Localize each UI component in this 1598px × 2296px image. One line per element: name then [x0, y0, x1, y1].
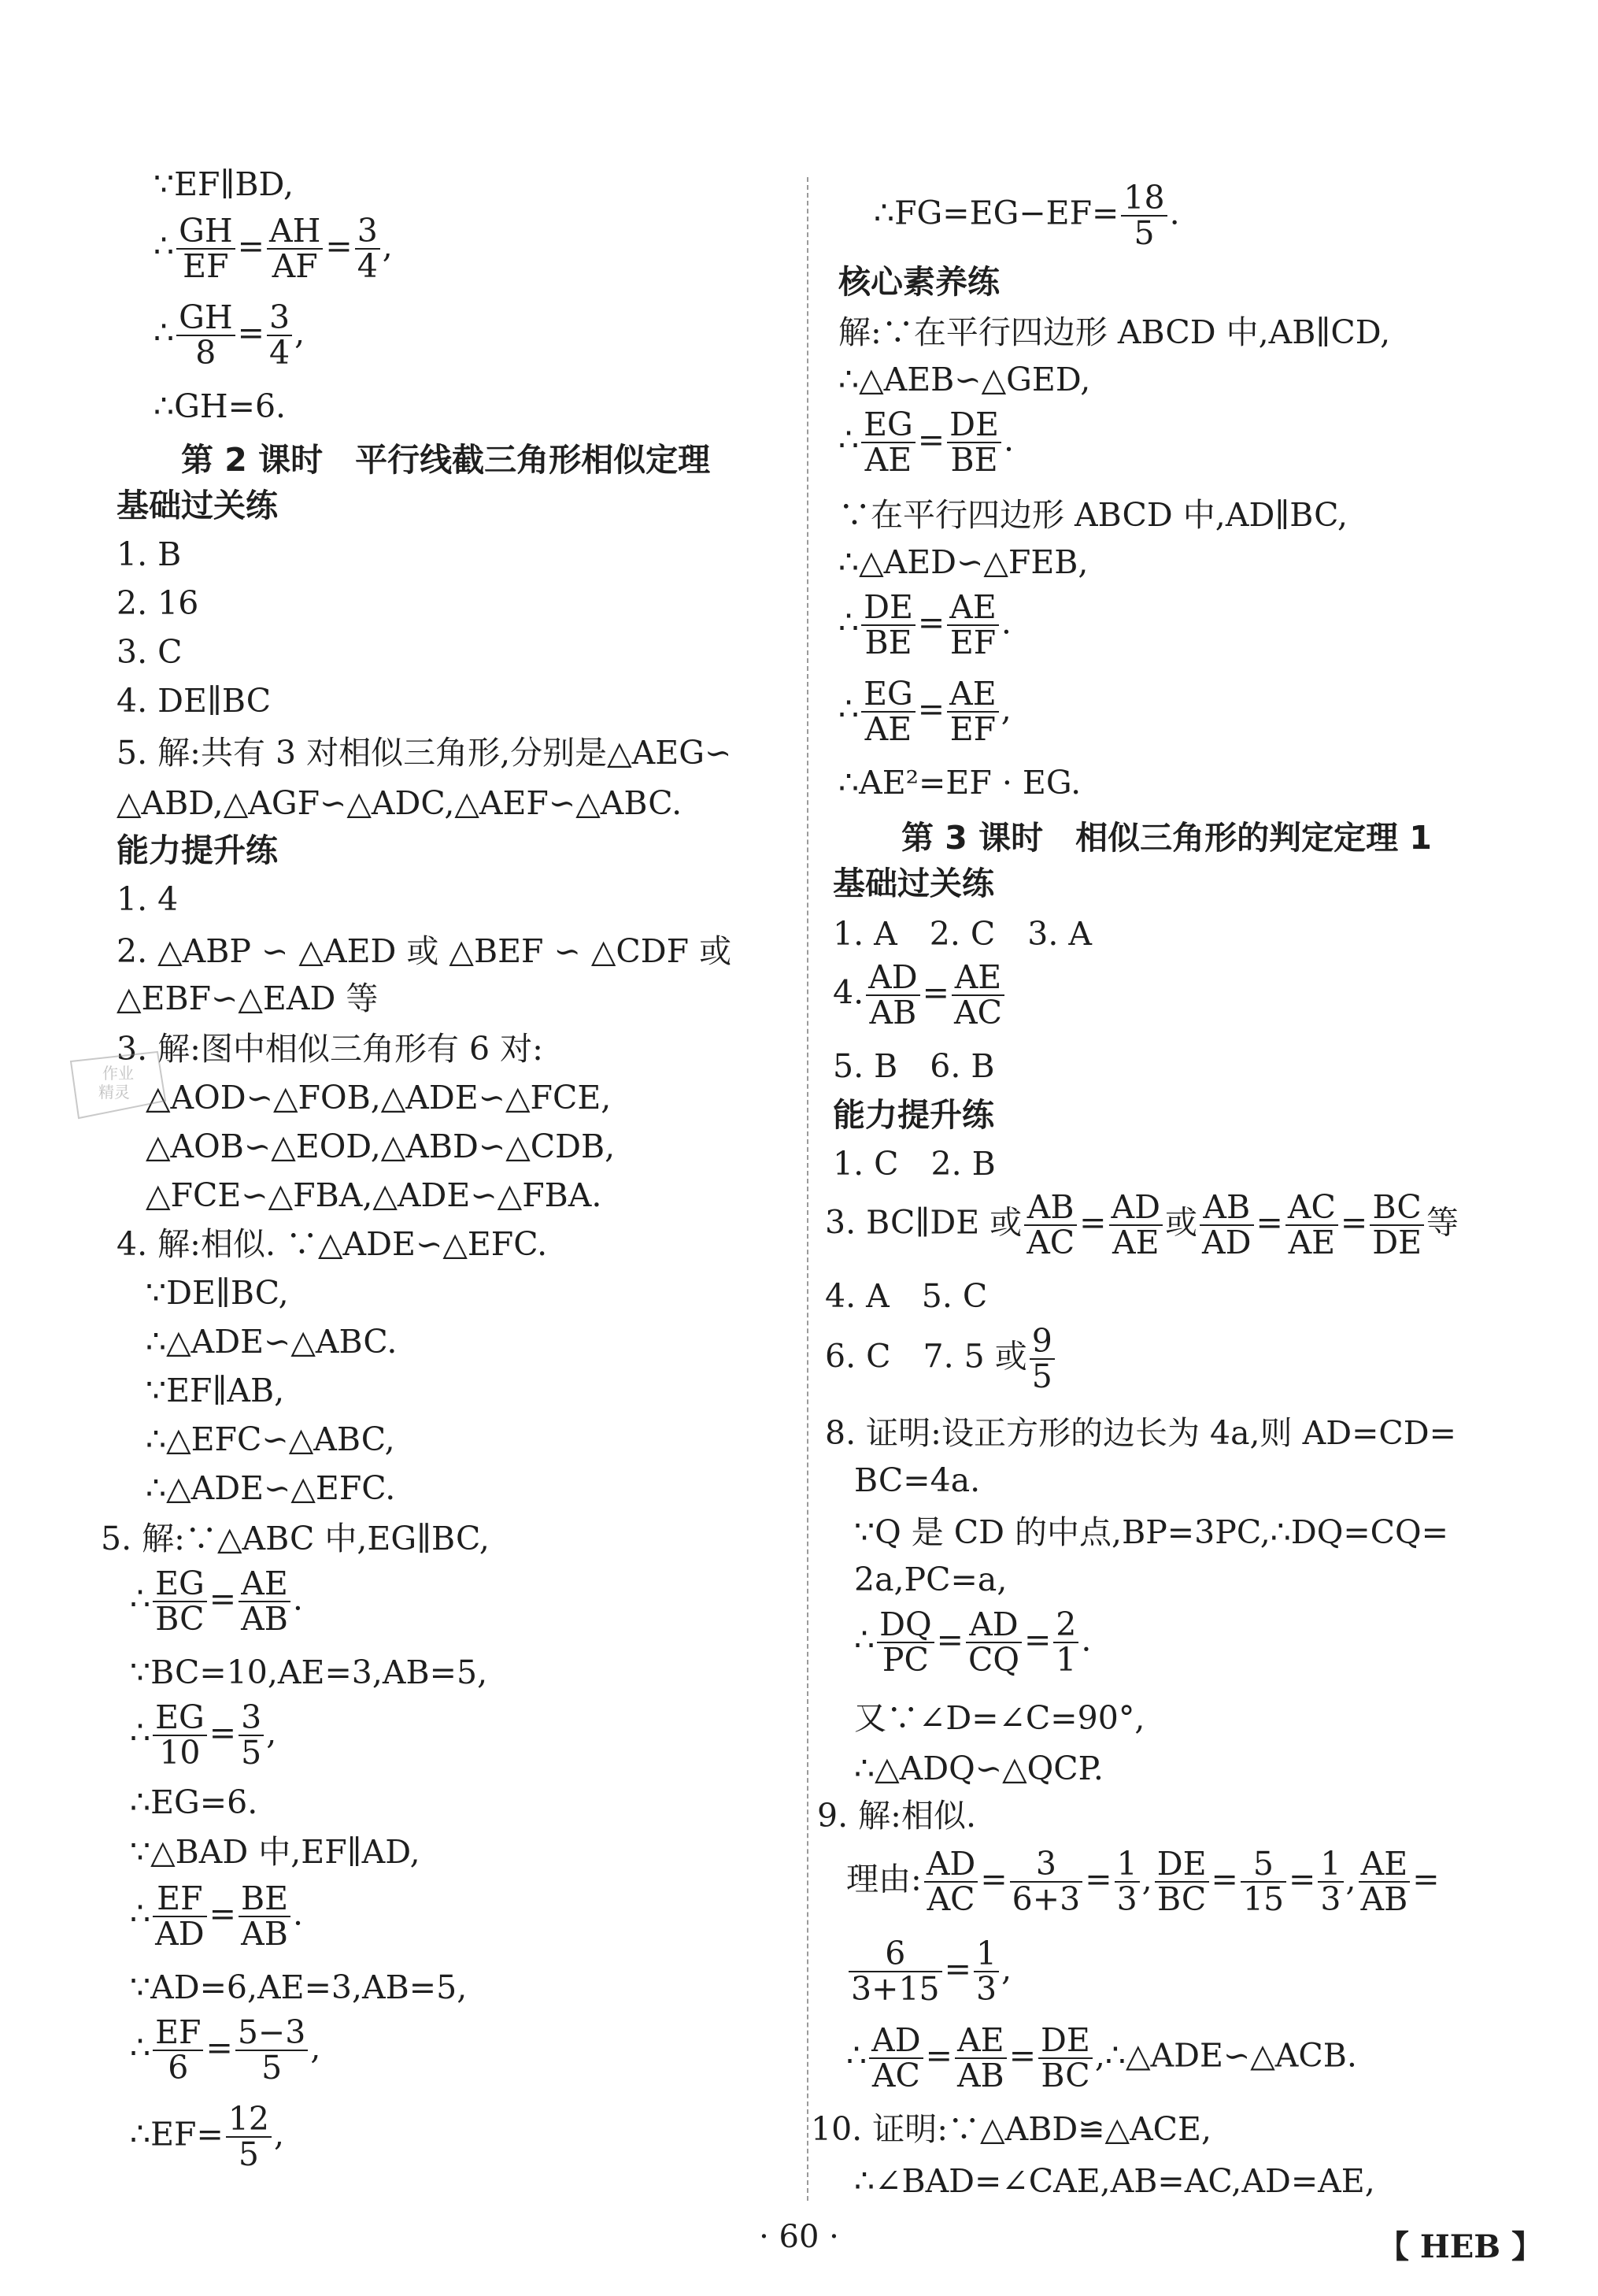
section-heading: 基础过关练	[117, 487, 278, 524]
formula-line: 理由: $\frac{AD}{AC}$ = $\frac{3}{6+3}$ = $\frac{1}{3}$ , $\frac{DE}{BC}$ = $\frac{5}{15}$ = $\frac{1}{3}$ , $\frac{AE}{AB}$ =	[846, 1845, 1440, 1919]
formula-line: ∴FG=EG−EF= $\frac{18}{5}$ .	[874, 179, 1180, 253]
section-heading: 第 3 课时 相似三角形的判定定理 1	[901, 819, 1432, 857]
formula-line: ∴ $\frac{EG}{AE}$ = $\frac{DE}{BE}$ .	[838, 406, 1014, 480]
fraction: $\frac{BE}{AB}$	[239, 1882, 290, 1951]
fraction: $\frac{DE}{BE}$	[861, 591, 916, 660]
page-number: · 60 ·	[759, 2219, 839, 2255]
section-heading: 能力提升练	[117, 831, 278, 869]
edition-code: 【 HEB 】	[1378, 2228, 1543, 2265]
answer-line: 1. 4	[117, 880, 179, 918]
formula-line: ∴ $\frac{EF}{6}$ = $\frac{5-3}{5}$ ,	[130, 2013, 321, 2087]
fraction: $\frac{3}{4}$	[355, 214, 380, 283]
answer-line: ∵AD=6,AE=3,AB=5,	[130, 1968, 468, 2006]
fraction: $\frac{AB}{AC}$	[1024, 1191, 1077, 1260]
formula-line: ∴ $\frac{EG}{AE}$ = $\frac{AE}{EF}$ ,	[838, 675, 1012, 749]
fraction: $\frac{EG}{10}$	[153, 1701, 207, 1770]
answer-line: 4. DE∥BC	[117, 682, 272, 720]
fraction: $\frac{DQ}{PC}$	[877, 1608, 934, 1677]
fraction: $\frac{AE}{AB}$	[955, 2024, 1007, 2093]
answer-line: 2a,PC=a,	[854, 1561, 1008, 1598]
line: ∴GH=6.	[154, 387, 287, 425]
formula-line: 4. $\frac{AD}{AB}$ = $\frac{AE}{AC}$	[833, 961, 1007, 1030]
answer-line: ∵BC=10,AE=3,AB=5,	[130, 1653, 488, 1691]
line: ∵EF∥BD,	[154, 165, 294, 203]
section-heading: 第 2 课时 平行线截三角形相似定理	[181, 441, 711, 479]
answer-line: ∴AE²=EF · EG.	[838, 764, 1082, 802]
formula-line: ∴ $\frac{AD}{AC}$ = $\frac{AE}{AB}$ = $\frac{DE}{BC}$ ,∴△ADE∽△ACB.	[846, 2021, 1357, 2095]
answer-line: ∴∠BAD=∠CAE,AB=AC,AD=AE,	[854, 2162, 1375, 2200]
fraction: $\frac{GH}{8}$	[176, 301, 235, 370]
answer-line: ∴△ADE∽△EFC.	[146, 1469, 396, 1507]
answer-line: 3. C	[117, 633, 183, 671]
answer-line: 又∵∠D=∠C=90°,	[854, 1699, 1145, 1737]
answer-line: 解:∵在平行四边形 ABCD 中,AB∥CD,	[838, 313, 1391, 351]
fraction: $\frac{1}{3}$	[1318, 1847, 1343, 1916]
answer-line: 8. 证明:设正方形的边长为 4a,则 AD=CD=	[825, 1414, 1457, 1452]
answer-line: 2. △ABP ∽ △AED 或 △BEF ∽ △CDF 或	[117, 932, 732, 970]
fraction: $\frac{AC}{AE}$	[1285, 1191, 1338, 1260]
answer-line: ∴△ADE∽△ABC.	[146, 1323, 398, 1361]
answer-line: 1. C 2. B	[833, 1145, 996, 1183]
section-heading: 基础过关练	[833, 865, 994, 902]
fraction: $\frac{18}{5}$	[1121, 181, 1167, 250]
fraction: $\frac{EF}{AD}$	[153, 1882, 206, 1951]
answer-line: 10. 证明:∵△ABD≌△ACE,	[811, 2110, 1212, 2148]
answer-line: ∴△AED∽△FEB,	[838, 543, 1089, 581]
fraction: $\frac{EF}{6}$	[153, 2016, 203, 2085]
formula-line: 6. C 7. 5 或 $\frac{9}{5}$	[825, 1324, 1057, 1394]
answer-line: ∴△AEB∽△GED,	[838, 361, 1091, 398]
fraction: $\frac{AE}{AC}$	[952, 961, 1004, 1030]
answer-line: △ABD,△AGF∽△ADC,△AEF∽△ABC.	[117, 784, 682, 822]
fraction: $\frac{5-3}{5}$	[235, 2016, 309, 2085]
formula-line: ∴ $\frac{DE}{BE}$ = $\frac{AE}{EF}$ .	[838, 588, 1012, 662]
answer-line: ∵EF∥AB,	[146, 1372, 285, 1409]
fraction: $\frac{3}{4}$	[267, 301, 292, 370]
fraction: $\frac{DE}{BC}$	[1038, 2024, 1093, 2093]
fraction: $\frac{2}{1}$	[1053, 1608, 1078, 1677]
fraction: $\frac{AD}{CQ}$	[966, 1608, 1022, 1677]
answer-line: 2. 16	[117, 584, 199, 622]
fraction: $\frac{1}{3}$	[974, 1937, 999, 2006]
answer-line: 4. A 5. C	[825, 1277, 988, 1315]
stamp-text: 作业	[102, 1064, 134, 1083]
answer-line: 5. B 6. B	[833, 1047, 995, 1085]
fraction: $\frac{AD}{AB}$	[866, 961, 919, 1030]
section-heading: 能力提升练	[833, 1096, 994, 1134]
answer-line: 4. 解:相似. ∵△ADE∽△EFC.	[117, 1225, 548, 1263]
stamp-text: 精灵	[98, 1083, 130, 1102]
answer-line: ∵Q 是 CD 的中点,BP=3PC,∴DQ=CQ=	[854, 1513, 1449, 1551]
answer-line: △EBF∽△EAD 等	[117, 980, 379, 1017]
answer-line: ∵DE∥BC,	[146, 1274, 289, 1312]
answer-line: △AOB∽△EOD,△ABD∽△CDB,	[146, 1128, 616, 1165]
answer-line: △AOD∽△FOB,△ADE∽△FCE,	[146, 1079, 612, 1117]
answer-line: ∵在平行四边形 ABCD 中,AD∥BC,	[838, 496, 1348, 534]
fraction: $\frac{AH}{AF}$	[267, 214, 323, 283]
fraction: $\frac{GH}{EF}$	[176, 214, 235, 283]
fraction: $\frac{AE}{AB}$	[239, 1567, 290, 1636]
fraction: $\frac{3}{6+3}$	[1010, 1847, 1083, 1916]
formula-line: ∴ $\frac{DQ}{PC}$ = $\frac{AD}{CQ}$ = $\frac{2}{1}$ .	[854, 1605, 1092, 1679]
formula-line: ∴ $\frac{EF}{AD}$ = $\frac{BE}{AB}$ .	[130, 1879, 304, 1953]
formula-line: ∴ $\frac{GH}{8}$ = $\frac{3}{4}$ ,	[154, 298, 305, 372]
answer-line: BC=4a.	[854, 1461, 981, 1499]
formula-line: ∴EF= $\frac{12}{5}$ ,	[130, 2100, 285, 2174]
fraction: $\frac{12}{5}$	[226, 2102, 272, 2172]
answer-line: ∴EG=6.	[130, 1783, 258, 1821]
fraction: $\frac{AE}{EF}$	[947, 677, 999, 746]
answer-line: 1. A 2. C 3. A	[833, 915, 1093, 953]
formula-line: $\frac{6}{3+15}$ = $\frac{1}{3}$ ,	[846, 1937, 1012, 2006]
answer-line: 9. 解:相似.	[817, 1797, 976, 1835]
formula-line: ∴ $\frac{EG}{BC}$ = $\frac{AE}{AB}$ .	[130, 1565, 303, 1639]
answer-line: 5. 解:∵△ABC 中,EG∥BC,	[101, 1520, 490, 1557]
fraction: $\frac{EG}{BC}$	[153, 1567, 207, 1636]
answer-line: △FCE∽△FBA,△ADE∽△FBA.	[146, 1176, 602, 1214]
fraction: $\frac{1}{3}$	[1115, 1847, 1140, 1916]
answer-line: ∴△ADQ∽△QCP.	[854, 1750, 1104, 1787]
fraction: $\frac{5}{15}$	[1241, 1847, 1286, 1916]
fraction: $\frac{AD}{AC}$	[924, 1847, 978, 1916]
fraction: $\frac{EG}{AE}$	[861, 408, 916, 477]
fraction: $\frac{AB}{AD}$	[1200, 1191, 1253, 1260]
formula-line: 3. BC∥DE 或 $\frac{AB}{AC}$ = $\frac{AD}{AE}$ 或 $\frac{AB}{AD}$ = $\frac{AC}{AE}$ = $\frac{BC}{DE}$ 等	[825, 1188, 1459, 1262]
answer-line: 1. B	[117, 535, 182, 573]
section-heading: 核心素养练	[838, 263, 1000, 301]
formula-line: ∴ $\frac{EG}{10}$ = $\frac{3}{5}$ ,	[130, 1698, 277, 1772]
fraction: $\frac{AE}{AB}$	[1359, 1847, 1411, 1916]
fraction: $\frac{EG}{AE}$	[861, 677, 916, 746]
fraction: $\frac{DE}{BC}$	[1155, 1847, 1209, 1916]
answer-line: 5. 解:共有 3 对相似三角形,分别是△AEG∽	[117, 734, 732, 772]
fraction: $\frac{DE}{BE}$	[947, 408, 1001, 477]
watermark-stamp	[55, 1046, 173, 1124]
answer-line: 3. 解:图中相似三角形有 6 对:	[117, 1030, 543, 1068]
formula-line: ∴ $\frac{GH}{EF}$ = $\frac{AH}{AF}$ = $\frac{3}{4}$ ,	[154, 212, 393, 286]
fraction: $\frac{AE}{EF}$	[947, 591, 999, 660]
answer-line: ∵△BAD 中,EF∥AD,	[130, 1833, 420, 1871]
column-divider	[807, 177, 808, 2201]
fraction: $\frac{AD}{AC}$	[869, 2024, 923, 2093]
fraction: $\frac{BC}{DE}$	[1370, 1191, 1424, 1260]
fraction: $\frac{6}{3+15}$	[849, 1937, 942, 2006]
fraction: $\frac{3}{5}$	[239, 1701, 264, 1770]
fraction: $\frac{9}{5}$	[1030, 1324, 1055, 1394]
fraction: $\frac{AD}{AE}$	[1109, 1191, 1163, 1260]
answer-line: ∴△EFC∽△ABC,	[146, 1420, 395, 1458]
